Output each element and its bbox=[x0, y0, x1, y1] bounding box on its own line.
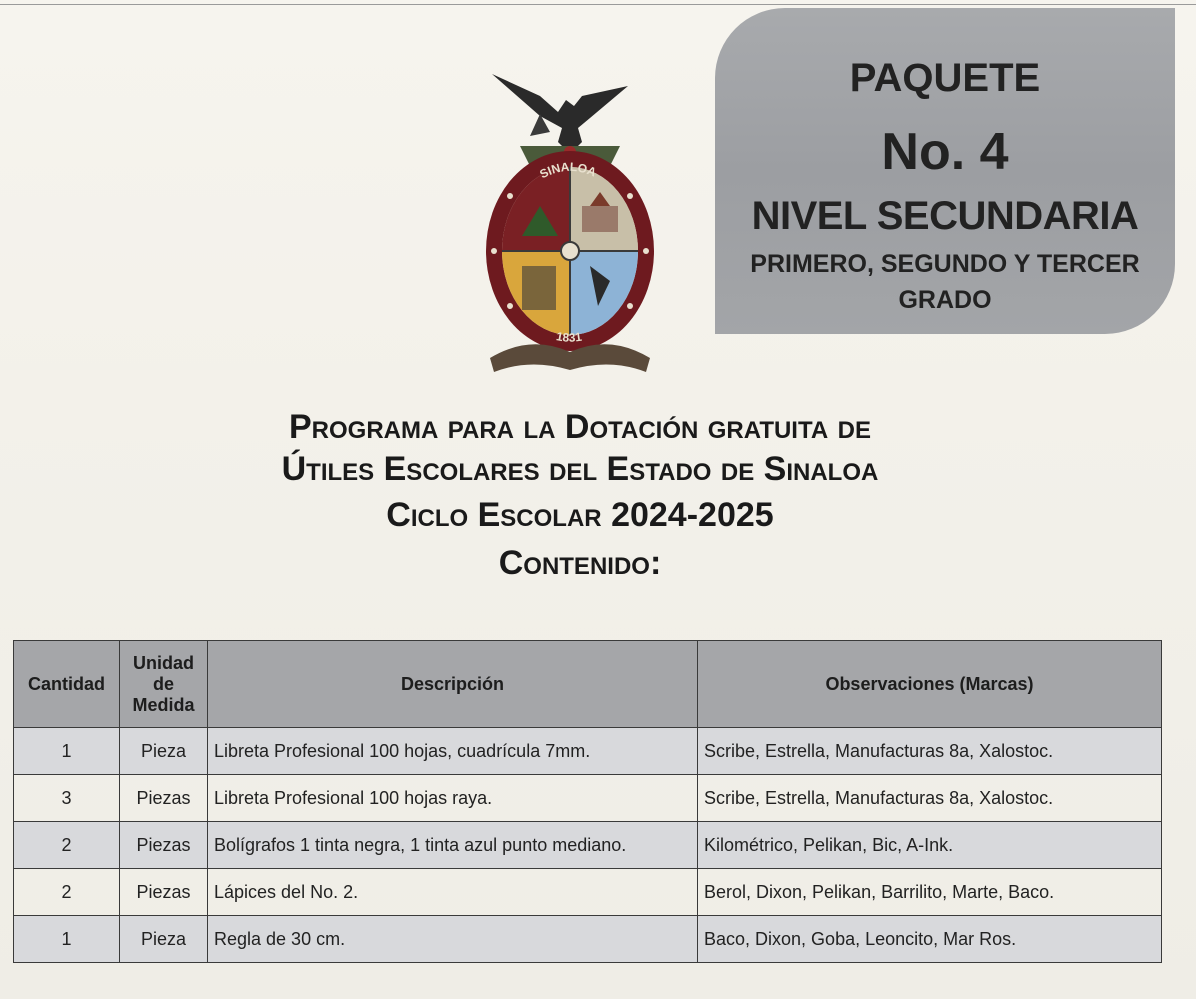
cell-observations: Scribe, Estrella, Manufacturas 8a, Xalostoc. bbox=[698, 775, 1162, 822]
table-row bbox=[14, 728, 1162, 775]
cell-description: Bolígrafos 1 tinta negra, 1 tinta azul punto mediano. bbox=[208, 822, 698, 869]
program-title-line-1: Programa para la Dotación gratuita de bbox=[289, 408, 871, 446]
package-grades: PRIMERO, SEGUNDO Y TERCER GRADO bbox=[750, 250, 1140, 314]
school-cycle-title: Ciclo Escolar 2024-2025 bbox=[386, 496, 774, 534]
cell-observations: Kilométrico, Pelikan, Bic, A-Ink. bbox=[698, 822, 1162, 869]
cell-description: Lápices del No. 2. bbox=[208, 869, 698, 916]
cell-description: Libreta Profesional 100 hojas, cuadrícula 7mm. bbox=[208, 728, 698, 775]
contents-title: Contenido: bbox=[498, 544, 662, 582]
program-title-line-2: Útiles Escolares del Estado de Sinaloa bbox=[281, 450, 879, 488]
svg-text:1831 bbox=[555, 329, 583, 345]
cell-observations: Scribe, Estrella, Manufacturas 8a, Xalostoc. bbox=[698, 728, 1162, 775]
cell-quantity: 2 bbox=[14, 869, 120, 916]
package-number: No. 4 bbox=[881, 123, 1009, 181]
table-row bbox=[14, 822, 1162, 869]
cell-unit: Piezas bbox=[120, 822, 208, 869]
top-rule bbox=[0, 4, 1196, 5]
cell-description: Libreta Profesional 100 hojas raya. bbox=[208, 775, 698, 822]
cell-description: Regla de 30 cm. bbox=[208, 916, 698, 963]
seal-name-text: SINALOA bbox=[537, 159, 599, 182]
header-description: Descripción bbox=[208, 641, 698, 728]
cell-unit: Pieza bbox=[120, 728, 208, 775]
table-row bbox=[14, 916, 1162, 963]
table-header-row bbox=[14, 641, 1162, 728]
cell-quantity: 1 bbox=[14, 916, 120, 963]
table-row bbox=[14, 869, 1162, 916]
package-level: NIVEL SECUNDARIA bbox=[751, 194, 1139, 238]
header-unit: Unidad de Medida bbox=[120, 641, 208, 728]
seal-year-text: 1831 bbox=[555, 329, 583, 345]
cell-unit: Piezas bbox=[120, 869, 208, 916]
header-observations: Observaciones (Marcas) bbox=[698, 641, 1162, 728]
sinaloa-coat-of-arms-icon bbox=[470, 66, 670, 378]
cell-unit: Piezas bbox=[120, 775, 208, 822]
cell-observations: Baco, Dixon, Goba, Leoncito, Mar Ros. bbox=[698, 916, 1162, 963]
cell-quantity: 2 bbox=[14, 822, 120, 869]
package-box bbox=[715, 8, 1175, 334]
table-row bbox=[14, 775, 1162, 822]
supplies-table bbox=[13, 640, 1162, 963]
package-title: PAQUETE bbox=[849, 56, 1041, 100]
cell-unit: Pieza bbox=[120, 916, 208, 963]
cell-quantity: 3 bbox=[14, 775, 120, 822]
cell-observations: Berol, Dixon, Pelikan, Barrilito, Marte, Baco. bbox=[698, 869, 1162, 916]
header-quantity: Cantidad bbox=[14, 641, 120, 728]
cell-quantity: 1 bbox=[14, 728, 120, 775]
